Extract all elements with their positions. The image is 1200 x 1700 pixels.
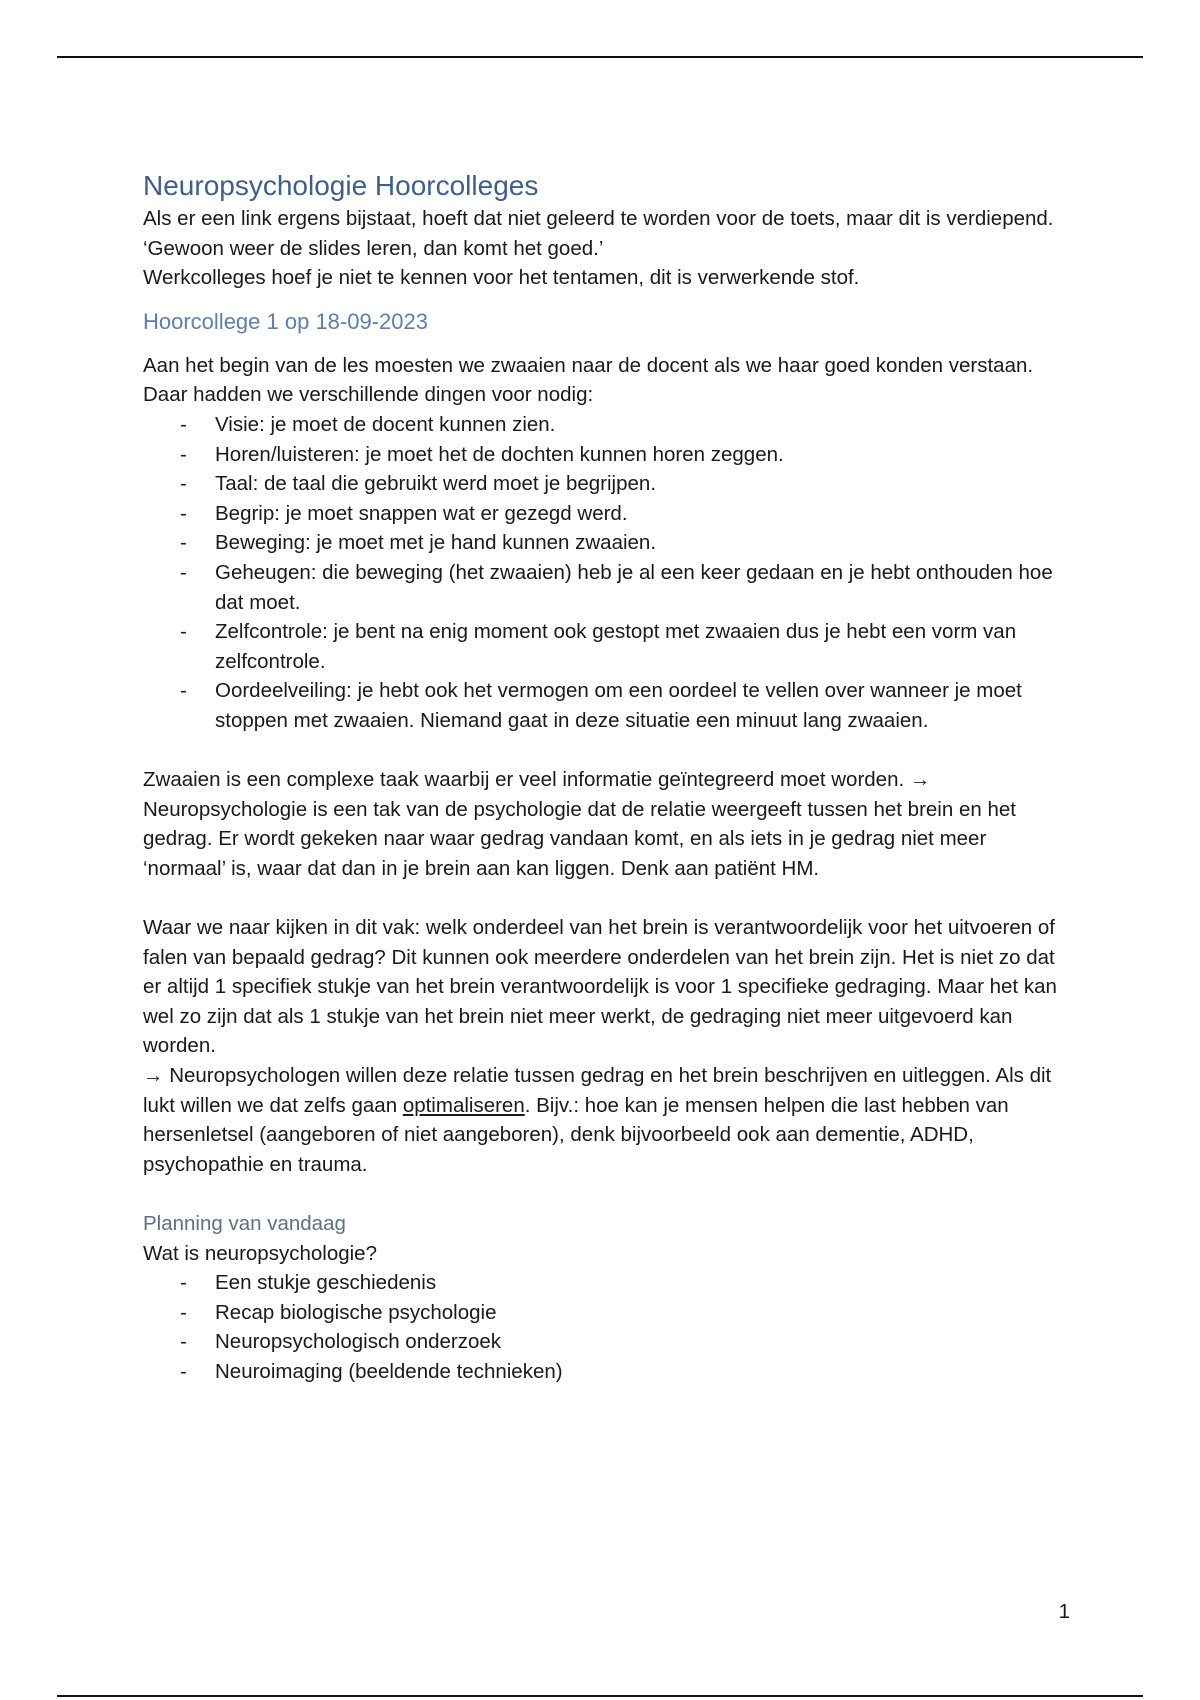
footer-rule [57,1695,1143,1697]
list-item: - Neuropsychologisch onderzoek [143,1327,1058,1357]
list-item: - Begrip: je moet snappen wat er gezegd werd. [143,499,1058,529]
section1-paragraph-3: Waar we naar kijken in dit vak: welk onderdeel van het brein is verantwoordelijk voor het uitvoeren of falen van bepaald gedrag? Dit kunnen ook meerdere onderdelen van het brein zijn. Het is niet zo dat er altijd 1 specifiek stukje van het brein verantwoordelijk is voor 1 specifieke gedraging. Maar het kan wel zo zijn dat als 1 stukje van het brein niet meer werkt, de gedraging niet meer uitgevoerd kan worden. [143,916,1057,1058]
section-heading-hoorcollege-1: Hoorcollege 1 op 18-09-2023 [143,308,428,334]
bullet-dash: - [180,472,187,496]
bullet-dash: - [180,1271,187,1295]
list-item: - Geheugen: die beweging (het zwaaien) heb je al een keer gedaan en je hebt onthouden hoe dat moet. [143,558,1058,617]
header-rule [57,56,1143,58]
list-item: - Neuroimaging (beeldende technieken) [143,1357,1058,1387]
requirements-list [143,410,1058,736]
document-body [143,168,1058,1387]
bullet-dash: - [180,560,187,584]
bullet-dash: - [180,1330,187,1354]
underlined-term: optimaliseren [402,1093,525,1117]
bullet-dash: - [180,442,187,466]
intro-line-2: Werkcolleges hoef je niet te kennen voor het tentamen, dit is verwerkende stof. [143,266,860,290]
list-item: - Horen/luisteren: je moet het de dochten kunnen horen zeggen. [143,440,1058,470]
intro-line-1: Als er een link ergens bijstaat, hoeft dat niet geleerd te worden voor de toets, maar dit is verdiepend. ‘Gewoon weer de slides leren, dan komt het goed.’ [143,207,1054,260]
list-item: - Beweging: je moet met je hand kunnen zwaaien. [143,528,1058,558]
bullet-dash: - [180,412,187,436]
document-title: Neuropsychologie Hoorcolleges [143,170,539,201]
section-heading-planning: Planning van vandaag [143,1212,346,1235]
list-item: - Taal: de taal die gebruikt werd moet je begrijpen. [143,469,1058,499]
planning-list [143,1268,1058,1386]
bullet-dash: - [180,531,187,555]
bullet-dash: - [180,679,187,703]
list-item: - Visie: je moet de docent kunnen zien. [143,410,1058,440]
section1-paragraph-4: → Neuropsychologen willen deze relatie tussen gedrag en het brein beschrijven en uitleggen. Als dit lukt willen we dat zelfs gaan optimaliseren. Bijv.: hoe kan je mensen helpen die last hebben van hersenletsel (aangeboren of niet aangeboren), denk bijvoorbeeld ook aan dementie, ADHD, psychopathie en trauma. [143,1064,1052,1176]
bullet-dash: - [180,620,187,644]
list-item: - Een stukje geschiedenis [143,1268,1058,1298]
list-item: - Recap biologische psychologie [143,1298,1058,1328]
bullet-dash: - [180,501,187,525]
bullet-dash: - [180,1359,187,1383]
bullet-dash: - [180,1300,187,1324]
page-number: 1 [1058,1600,1070,1623]
planning-question: Wat is neuropsychologie? [143,1241,377,1265]
section1-paragraph-2: Zwaaien is een complexe taak waarbij er veel informatie geïntegreerd moet worden. → Neuropsychologie is een tak van de psychologie dat de relatie weergeeft tussen het brein en het gedrag. Er wordt gekeken naar waar gedrag vandaan komt, en als iets in je gedrag niet meer ‘normaal’ is, waar dat dan in je brein aan kan liggen. Denk aan patiënt HM. [143,768,1016,880]
section1-paragraph-1: Aan het begin van de les moesten we zwaaien naar de docent als we haar goed konden verstaan. Daar hadden we verschillende dingen voor nodig: [143,353,1034,407]
list-item: - Zelfcontrole: je bent na enig moment ook gestopt met zwaaien dus je hebt een vorm van zelfcontrole. [143,617,1058,676]
list-item: - Oordeelveiling: je hebt ook het vermogen om een oordeel te vellen over wanneer je moet stoppen met zwaaien. Niemand gaat in deze situatie een minuut lang zwaaien. [143,676,1058,735]
